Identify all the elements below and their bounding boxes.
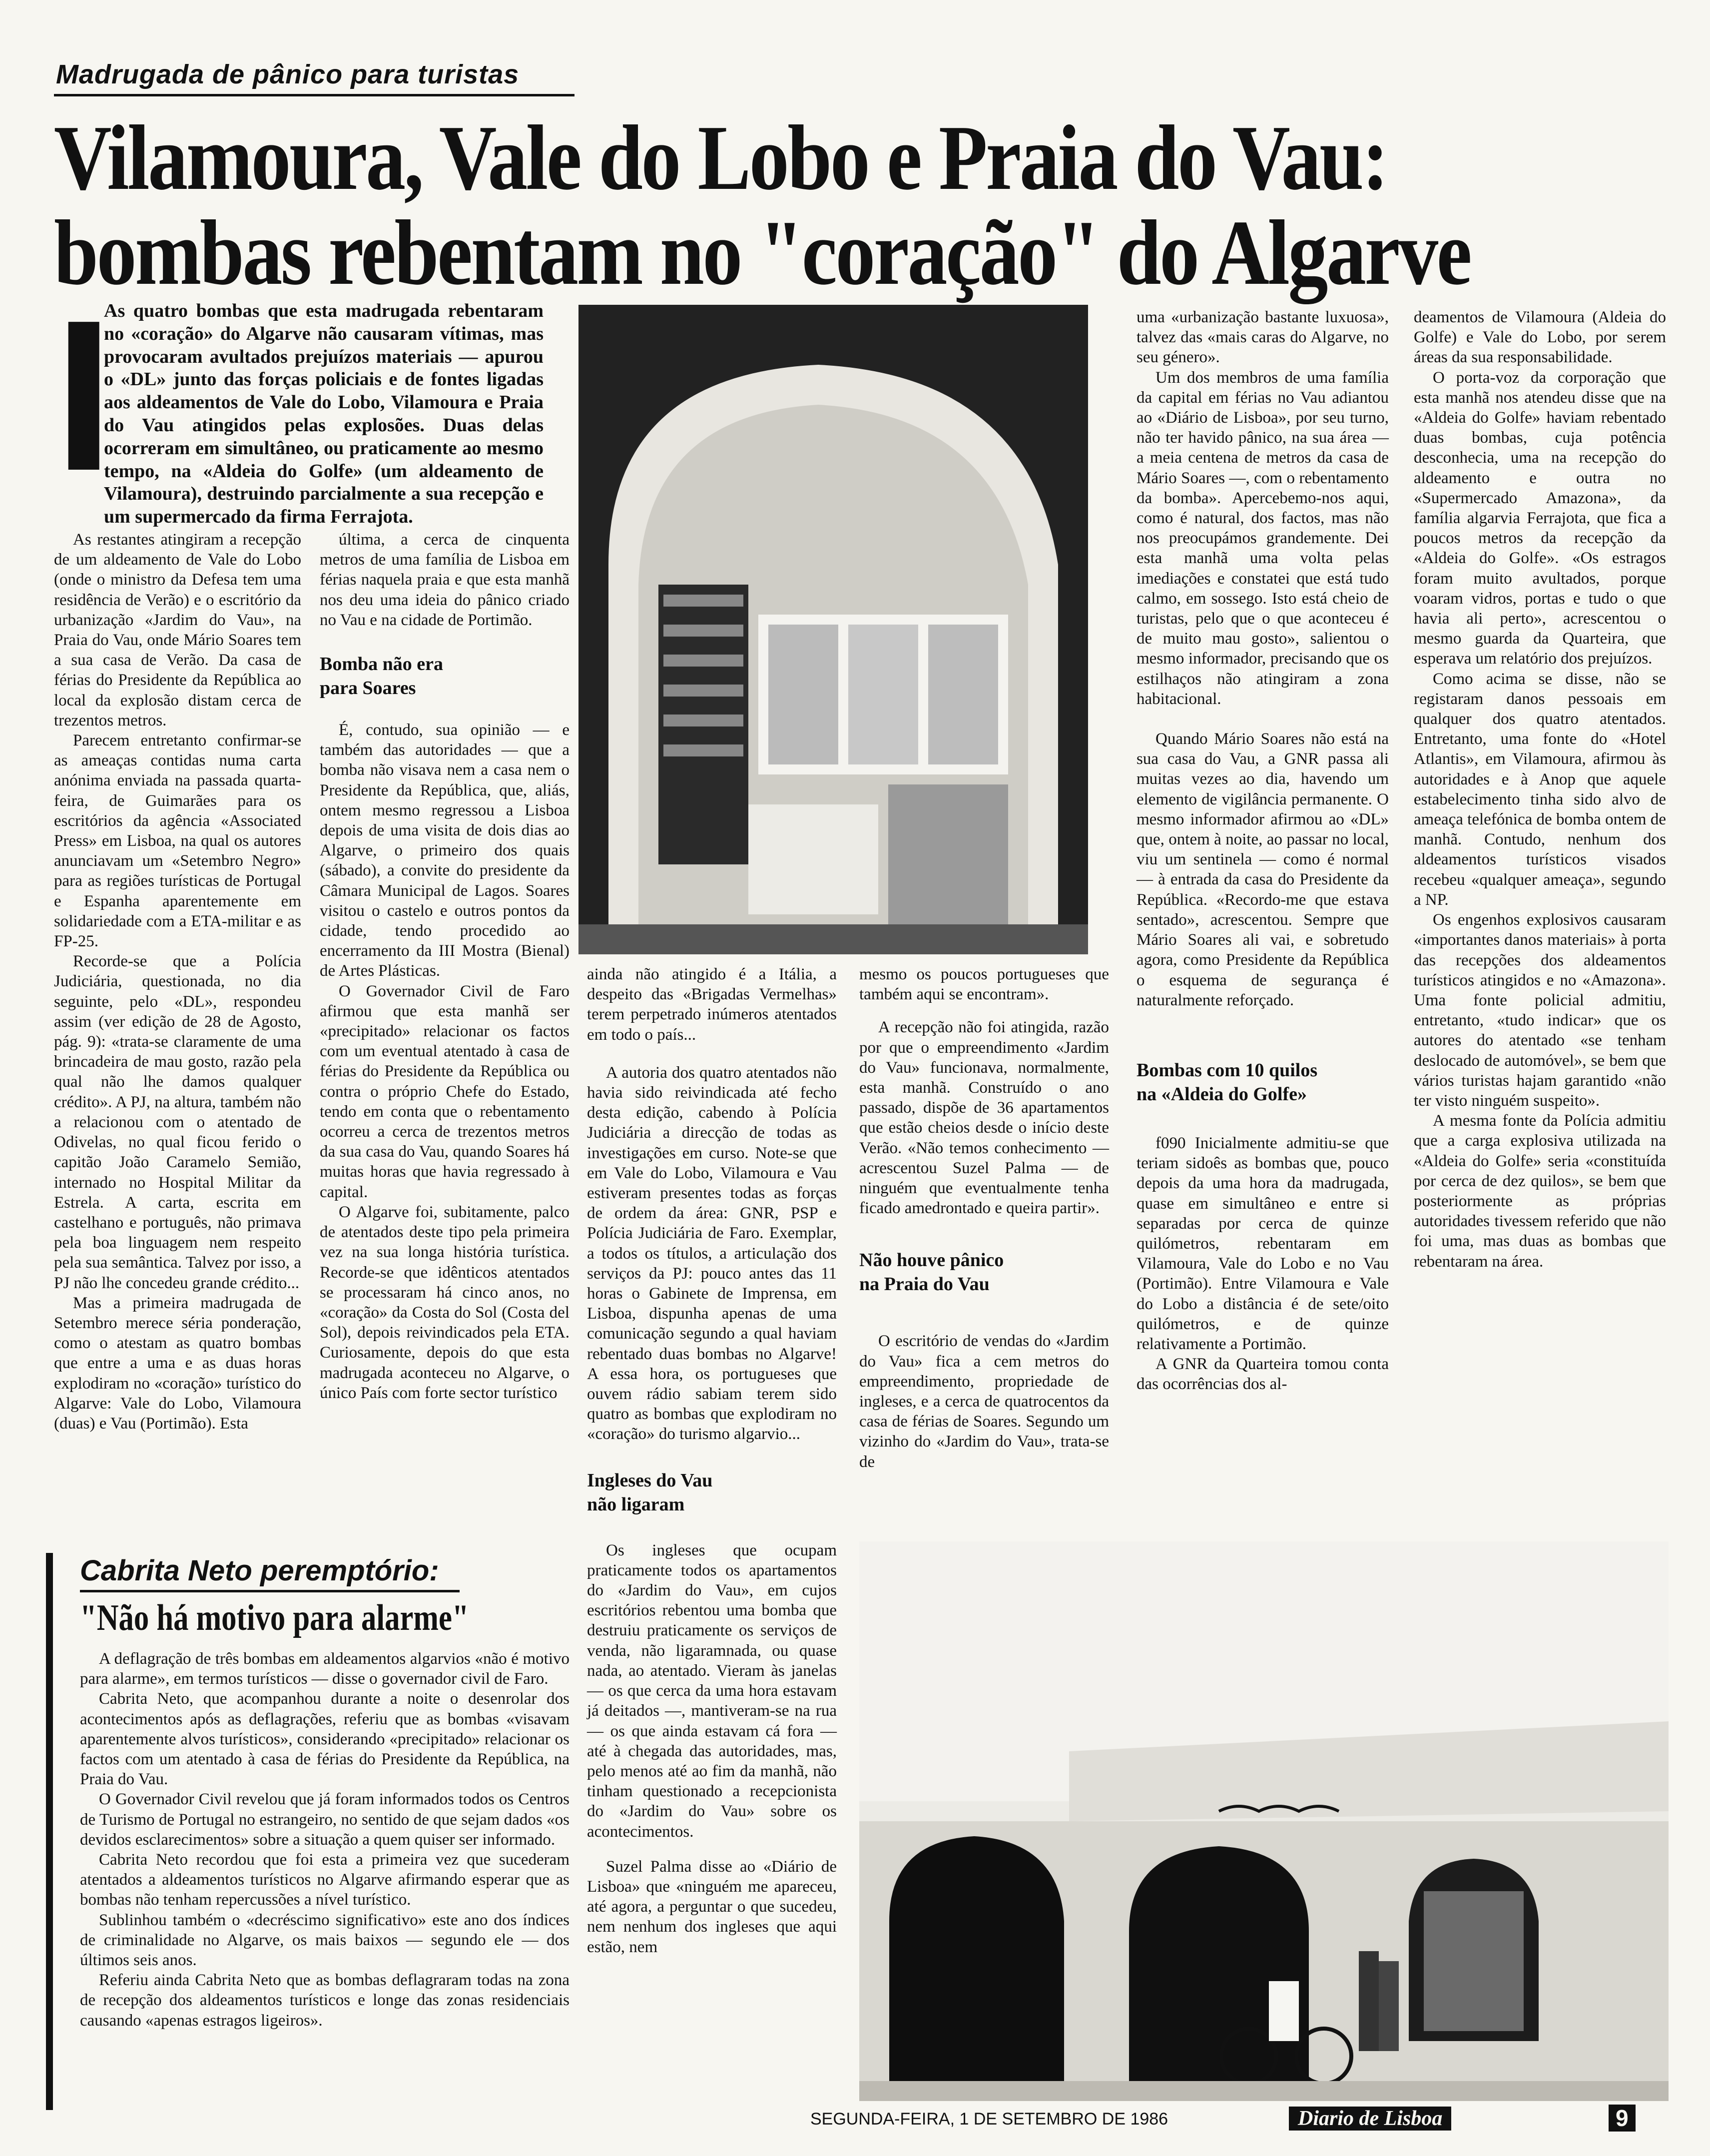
article-column-6	[1414, 307, 1666, 1272]
paragraph: A autoria dos quatro atentados não havia sido reivindicada até fecho desta edição, cabendo à Polícia Judiciária a direcção de todas as investigações em curso. Note-se que em Vale do Lobo, Vilamoura e Vau estiveram presentes todas as forças de ordem da área: GNR, PSP e Polícia Judiciária de Faro. Exemplar, a todos os títulos, a articulação dos serviços da PJ: pouco antes das 11 horas o Gabinete de Imprensa, em Lisboa, dispunha apenas de uma comunicação segundo a qual haviam rebentado duas bombas no Algarve! A essa hora, os portugueses que ouvem rádio sabiam terem sido quatro as bombas que explodiram no «coração» do turismo algarvio...	[587, 1063, 837, 1443]
paragraph: f090 Inicialmente admitiu-se que teriam sidoês as bombas que, pouco depois da uma hora da madrugada, quase em simultâneo e entre si separadas por cerca de quinze quilómetros, rebentaram em Vilamoura, Vale do Lobo e no Vau (Portimão). Entre Vilamoura e Vale do Lobo a distância é de sete/oito quilómetros, e de quinze relativamente a Portimão.	[1137, 1134, 1389, 1353]
paragraph: Suzel Palma disse ao «Diário de Lisboa» que «ninguém me apareceu, até agora, a perguntar o que sucedeu, nem nenhum dos ingleses que aqui estão, nem	[587, 1857, 837, 1956]
subheading-bombas-com-10-quilos: Bombas com 10 quilos na «Aldeia do Golfe»	[1137, 1059, 1318, 1105]
photo-street-arches	[859, 1541, 1669, 2101]
paragraph: O escritório de vendas do «Jardim do Vau» fica a cem metros do empreendimento, propriedade de ingleses, e a cerca de quatrocentos da casa de férias de Soares. Segundo um vizinho do «Jardim do Vau», trata-se de	[859, 1332, 1109, 1471]
article-column-4	[859, 964, 1109, 1472]
article-column-2	[320, 530, 570, 1403]
paragraph: Um dos membros de uma família da capital em férias no Vau adiantou ao «Diário de Lisboa», por seu turno, não ter havido pânico, na sua área — a meia centena de metros da casa de Mário Soares —, com o rebentamento da bomba». Apercebemo-nos aqui, como é natural, dos factos, mas não nos preocupámos grandemente. Dei esta manhã uma volta pelas imediações e constatei que está tudo calmo, em sossego. Isto está cheio de turistas, pelo que o que aconteceu é de muito mau gosto», salientou o mesmo informador, precisando que os estilhaços não atingiram a zona habitacional.	[1137, 368, 1389, 708]
box-article-body	[80, 1649, 570, 2031]
subheading-ingleses-do-vau: Ingleses do Vau não ligaram	[587, 1469, 713, 1515]
headline-line-2: bombas rebentam no "coração" do Algarve	[54, 201, 1471, 304]
paragraph: A mesma fonte da Polícia admitiu que a carga explosiva utilizada na «Aldeia do Golfe» seria «constituída por cerca de dez quilos», se bem que posteriormente as próprias autoridades tivessem referido que não foi uma, mas duas as bombas que rebentaram na área.	[1414, 1112, 1666, 1271]
paragraph: Recorde-se que a Polícia Judiciária, questionada, no dia seguinte, pelo «DL», respondeu assim (ver edição de 28 de Agosto, pág. 9): «trata-se claramente de uma brincadeira de mau gosto, razão pela qual não lhe damos qualquer crédito». A PJ, na altura, também não a relacionou com o atentado de Odivelas, no qual ficou ferido o capitão João Caramelo Semião, internado no Hospital Militar da Estrela. A carta, escrita em castelhano e português, não primava pela boa linguagem nem respeito pela sua semântica. Talvez por isso, a PJ não lhe concedeu grande crédito...	[54, 952, 301, 1292]
paragraph: Parecem entretanto confirmar-se as ameaças contidas numa carta anónima enviada na passada quarta-feira, de Guimarães para os escritórios da agência «Associated Press» em Lisboa, na qual os autores anunciavam um «Setembro Negro» para as regiões turísticas de Portugal e Espanha aparentemente em solidariedade com a ETA-militar e as FP-25.	[54, 731, 301, 951]
subheading-nao-houve-panico: Não houve pânico na Praia do Vau	[859, 1250, 1004, 1295]
paragraph: ainda não atingido é a Itália, a despeito das «Brigadas Vermelhas» terem perpetrado inúmeros atentados em todo o país...	[587, 965, 837, 1044]
photo-reception-interior	[578, 305, 1088, 954]
footer-masthead: Diario de Lisboa	[1289, 2107, 1451, 2131]
paragraph: O porta-voz da corporação que esta manhã nos atendeu disse que na «Aldeia do Golfe» haviam rebentado duas bombas, cuja potência desconhecia, uma na recepção do aldeamento e outra no «Supermercado Amazona», da família algarvia Ferrajota, que fica a poucos metros da recepção da «Aldeia do Golfe». «Os estragos foram muito avultados, porque voaram vidros, portas e tudo o que havia ali perto», acrescentou o mesmo guarda da Quarteira, que esperava um relatório dos prejuízos.	[1414, 368, 1666, 668]
footer-date: SEGUNDA-FEIRA, 1 DE SETEMBRO DE 1986	[810, 2110, 1168, 2129]
box-kicker: Cabrita Neto peremptório:	[80, 1554, 439, 1587]
article-column-1	[54, 530, 301, 1434]
article-column-5	[1137, 307, 1389, 1395]
drop-cap: I	[54, 276, 114, 516]
paragraph: O Governador Civil revelou que já foram informados todos os Centros de Turismo de Portugal no estrangeiro, no sentido de que sejam dados «os devidos esclarecimentos» sobre a situação a quem quiser ser informado.	[80, 1790, 570, 1849]
paragraph: Como acima se disse, não se registaram danos pessoais em qualquer dos quatro atentados. Entretanto, uma fonte do «Hotel Atlantis», em Vilamoura, afirmou às autoridades e à Anop que aquele estabelecimento tinha sido alvo de ameaça telefónica de bomba ontem de manhã. Contudo, nenhum dos aldeamentos turísticos visados recebeu «qualquer ameaça», segundo a NP.	[1414, 670, 1666, 909]
subheading-bomba-nao-era: Bomba não era para Soares	[320, 654, 443, 699]
paragraph: As restantes atingiram a recepção de um aldeamento de Vale do Lobo (onde o ministro da Defesa tem uma residência de Verão) e o escritório da urbanização «Jardim do Vau», na Praia do Vau, onde Mário Soares tem a sua casa de Verão. Da casa de férias do Presidente da República ao local da explosão distam cerca de trezentos metros.	[54, 531, 301, 729]
paragraph: mesmo os poucos portugueses que também aqui se encontram».	[859, 965, 1109, 1004]
headline-line-1: Vilamoura, Vale do Lobo e Praia do Vau:	[54, 106, 1387, 209]
page-number: 9	[1609, 2105, 1636, 2132]
paragraph: O Governador Civil de Faro afirmou que esta manhã ser «precipitado» relacionar os factos com um eventual atentado à casa de férias do Presidente da República ou contra o próprio Chefe do Estado, tendo em conta que o rebentamento ocorreu a cerca de trezentos metros da sua casa do Vau, quando Soares há muitas horas que havia regressado à capital.	[320, 982, 570, 1201]
paragraph: A recepção não foi atingida, razão por que o empreendimento «Jardim do Vau» funcionava, normalmente, esta manhã. Construído o ano passado, dispõe de 36 apartamentos que estão cheios desde o início deste Verão. «Não temos conhecimento — acrescentou Suzel Palma — de ninguém que eventualmente tenha ficado amedrontado e queira partir».	[859, 1018, 1109, 1218]
article-column-3	[587, 964, 837, 1957]
paragraph: Cabrita Neto recordou que foi esta a primeira vez que sucederam atentados a aldeamentos turísticos no Algarve afirmando esperar que as bombas não tenham repercussões a nível turístico.	[80, 1851, 570, 1909]
box-kicker-rule	[80, 1590, 460, 1592]
paragraph: última, a cerca de cinquenta metros de uma família de Lisboa em férias naquela praia e que esta manhã nos deu uma ideia do pânico criado no Vau e na cidade de Portimão.	[320, 531, 570, 629]
photo-street-graphic	[859, 1541, 1669, 2101]
paragraph: Os engenhos explosivos causaram «importantes danos materiais» à porta das recepções dos aldeamentos turísticos atingidos e no «Amazona». Uma fonte policial admitiu, entretanto, «tudo indicar» que os autores do atentado «se tenham deslocado de automóvel», se bem que vários turistas hajam garantido «não ter visto ninguém suspeito».	[1414, 911, 1666, 1110]
paragraph: Referiu ainda Cabrita Neto que as bombas deflagraram todas na zona de recepção dos aldeamentos turísticos e longe das zonas residenciais causando «apenas estragos ligeiros».	[80, 1971, 570, 2030]
paragraph: Sublinhou também o «decréscimo significativo» este ano dos índices de criminalidade no Algarve, os mais baixos — segundo ele — dos últimos seis anos.	[80, 1911, 570, 1970]
paragraph: deamentos de Vilamoura (Aldeia do Golfe) e Vale do Lobo, por serem áreas da sua responsabilidade.	[1414, 308, 1666, 367]
paragraph: Os ingleses que ocupam praticamente todos os apartamentos do «Jardim do Vau», em cujos escritórios rebentou uma bomba que destruiu praticamente os serviços de venda, não ligaramnada, ou quase nada, ao atentado. Vieram às janelas — os que cerca da uma hora estavam já deitados —, mantiveram-se na rua — os que ainda estavam cá fora — até à chegada das autoridades, mas, pelo menos até ao fim da manhã, não tinham questionado a recepcionista do «Jardim do Vau» sobre os acontecimentos.	[587, 1541, 837, 1841]
kicker: Madrugada de pânico para turistas	[56, 59, 520, 89]
lead-paragraph: As quatro bombas que esta madrugada rebentaram no «coração» do Algarve não causaram vítimas, mas provocaram avultados prejuízos materiais — apurou o «DL» junto das forças policiais e de fontes ligadas aos aldeamentos de Vale do Lobo, Vilamoura e Praia do Vau atingidos pelas explosões. Duas delas ocorreram em simultâneo, ou praticamente ao mesmo tempo, na «Aldeia do Golfe» (um aldeamento de Vilamoura), destruindo parcialmente a sua recepção e um supermercado da firma Ferrajota.	[104, 300, 544, 528]
paragraph: O Algarve foi, subitamente, palco de atentados deste tipo pela primeira vez na sua longa história turística. Recorde-se que idênticos atentados se processaram há cinco anos, no «coração» da Costa do Sol (Costa del Sol), depois reivindicados pela ETA. Curiosamente, depois do que esta madrugada aconteceu no Algarve, o único País com forte sector turístico	[320, 1203, 570, 1402]
paragraph: É, contudo, sua opinião — e também das autoridades — que a bomba não visava nem a casa nem o Presidente da República, que, aliás, ontem mesmo regressou a Lisboa depois de uma visita de dois dias ao Algarve, o primeiro dos quais (sábado), a convite do presidente da Câmara Municipal de Lagos. Soares visitou o castelo e outros pontos da cidade, tendo procedido ao encerramento da III Mostra (Bienal) de Artes Plásticas.	[320, 721, 570, 980]
box-title: "Não há motivo para alarme"	[80, 1597, 469, 1638]
paragraph: A deflagração de três bombas em aldeamentos algarvios «não é motivo para alarme», em termos turísticos — disse o governador civil de Faro.	[80, 1650, 570, 1688]
box-rule	[46, 1553, 53, 2110]
kicker-rule	[54, 94, 574, 96]
paragraph: A GNR da Quarteira tomou conta das ocorrências dos al-	[1137, 1355, 1389, 1394]
photo-reception-graphic	[578, 305, 1088, 954]
paragraph: Cabrita Neto, que acompanhou durante a noite o desenrolar dos acontecimentos após as deflagrações, referiu que as bombas «visavam aparentemente alvos turísticos», considerando «precipitado» relacionar os factos com um atentado à casa de férias do Presidente da República, na Praia do Vau.	[80, 1690, 570, 1789]
paragraph: uma «urbanização bastante luxuosa», talvez das «mais caras do Algarve, no seu género».	[1137, 308, 1389, 367]
paragraph: Quando Mário Soares não está na sua casa do Vau, a GNR passa ali muitas vezes ao dia, havendo um elemento de vigilância permanente. O mesmo informador afirmou ao «DL» que, ontem à noite, ao passar no local, viu um sentinela — como é normal — à entrada da casa do Presidente da República. «Recordo-me que estava sentado», acrescentou. Sempre que Mário Soares ali vai, e sobretudo agora, como Presidente da República o esquema de segurança é naturalmente reforçado.	[1137, 730, 1389, 1009]
paragraph: Mas a primeira madrugada de Setembro merece séria ponderação, como o atestam as quatro bombas que entre a uma e as duas horas explodiram no «coração» turístico do Algarve: Vale do Lobo, Vilamoura (duas) e Vau (Portimão). Esta	[54, 1294, 301, 1433]
